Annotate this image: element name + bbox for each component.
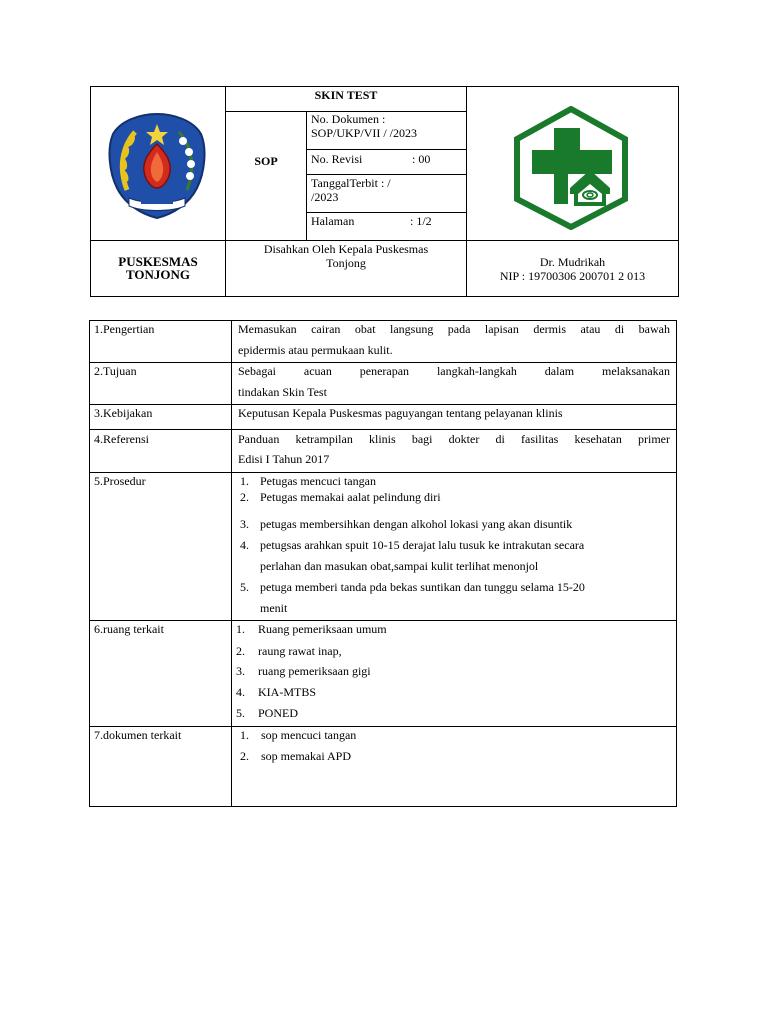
halaman-label: Halaman xyxy=(311,214,355,228)
referensi-line1: Panduan ketrampilan klinis bagi dokter di fasilitas kesehatan primer xyxy=(238,432,670,446)
prosedur-item-5-cont: menit xyxy=(260,601,288,615)
regency-emblem-logo xyxy=(105,110,209,222)
label-dokumen-terkait: 7.dokumen terkait xyxy=(94,728,182,742)
prosedur-item-1: Petugas mencuci tangan xyxy=(260,474,376,488)
prosedur-item-4: petugsas arahkan spuit 10-15 derajat lalu tusuk ke intrakutan secara xyxy=(260,538,585,552)
label-referensi: 4.Referensi xyxy=(94,432,149,446)
tanggal-terbit-label: TanggalTerbit : / xyxy=(311,176,391,190)
dokumen-item-1: sop mencuci tangan xyxy=(261,728,357,742)
pengertian-line2: epidermis atau permukaan kulit. xyxy=(238,343,393,357)
prosedur-num-3: 3. xyxy=(240,517,249,531)
puskesmas-cross-logo xyxy=(514,106,628,230)
prosedur-num-1: 1. xyxy=(240,474,249,488)
prosedur-item-3: petugas membersihkan dengan alkohol lokasi yang akan disuntik xyxy=(260,517,573,531)
ruang-num-5: 5. xyxy=(236,706,245,720)
prosedur-num-4: 4. xyxy=(240,538,249,552)
label-kebijakan: 3.Kebijakan xyxy=(94,406,153,420)
prosedur-num-5: 5. xyxy=(240,580,249,594)
dokumen-num-1: 1. xyxy=(240,728,249,742)
signer-name: Dr. Mudrikah xyxy=(539,255,606,269)
dokumen-num-2: 2. xyxy=(240,749,249,763)
label-tujuan: 2.Tujuan xyxy=(94,364,137,378)
halaman-value: : 1/2 xyxy=(410,214,432,228)
no-revisi-value: : 00 xyxy=(412,152,431,166)
document-title: SKIN TEST xyxy=(314,88,378,102)
ruang-item-4: KIA-MTBS xyxy=(258,685,317,699)
disahkan-line1: Disahkan Oleh Kepala Puskesmas xyxy=(263,242,429,256)
prosedur-num-2: 2. xyxy=(240,490,249,504)
ruang-num-3: 3. xyxy=(236,664,245,678)
pengertian-line1: Memasukan cairan obat langsung pada lapisan dermis atau di bawah xyxy=(238,322,670,336)
label-prosedur: 5.Prosedur xyxy=(94,474,146,488)
sop-label: SOP xyxy=(254,154,278,168)
ruang-item-3: ruang pemeriksaan gigi xyxy=(258,664,371,678)
signer-nip: NIP : 19700306 200701 2 013 xyxy=(499,269,646,283)
puskesmas-name-line1: PUSKESMAS xyxy=(118,254,198,269)
tanggal-terbit-value: /2023 xyxy=(311,190,339,204)
tujuan-line1: Sebagai acuan penerapan langkah-langkah dalam melaksanakan xyxy=(238,364,670,378)
tujuan-line2: tindakan Skin Test xyxy=(238,385,327,399)
ruang-num-4: 4. xyxy=(236,685,245,699)
prosedur-item-2: Petugas memakai aalat pelindung diri xyxy=(260,490,441,504)
ruang-item-1: Ruang pemeriksaan umum xyxy=(258,622,387,636)
ruang-item-5: PONED xyxy=(258,706,299,720)
prosedur-item-5: petuga memberi tanda pda bekas suntikan dan tunggu selama 15-20 xyxy=(260,580,585,594)
label-ruang-terkait: 6.ruang terkait xyxy=(94,622,164,636)
referensi-line2: Edisi I Tahun 2017 xyxy=(238,452,330,466)
dokumen-item-2: sop memakai APD xyxy=(261,749,351,763)
label-pengertian: 1.Pengertian xyxy=(94,322,155,336)
disahkan-line2: Tonjong xyxy=(326,256,366,270)
ruang-num-1: 1. xyxy=(236,622,245,636)
no-dokumen-value: SOP/UKP/VII / /2023 xyxy=(311,126,418,140)
kebijakan-line1: Keputusan Kepala Puskesmas paguyangan tentang pelayanan klinis xyxy=(238,406,563,420)
ruang-num-2: 2. xyxy=(236,644,245,658)
ruang-item-2: raung rawat inap, xyxy=(258,644,342,658)
no-revisi-label: No. Revisi xyxy=(311,152,363,166)
prosedur-item-4-cont: perlahan dan masukan obat,sampai kulit terlihat menonjol xyxy=(260,559,539,573)
no-dokumen-label: No. Dokumen : xyxy=(311,112,386,126)
puskesmas-name-line2: TONJONG xyxy=(125,267,191,282)
